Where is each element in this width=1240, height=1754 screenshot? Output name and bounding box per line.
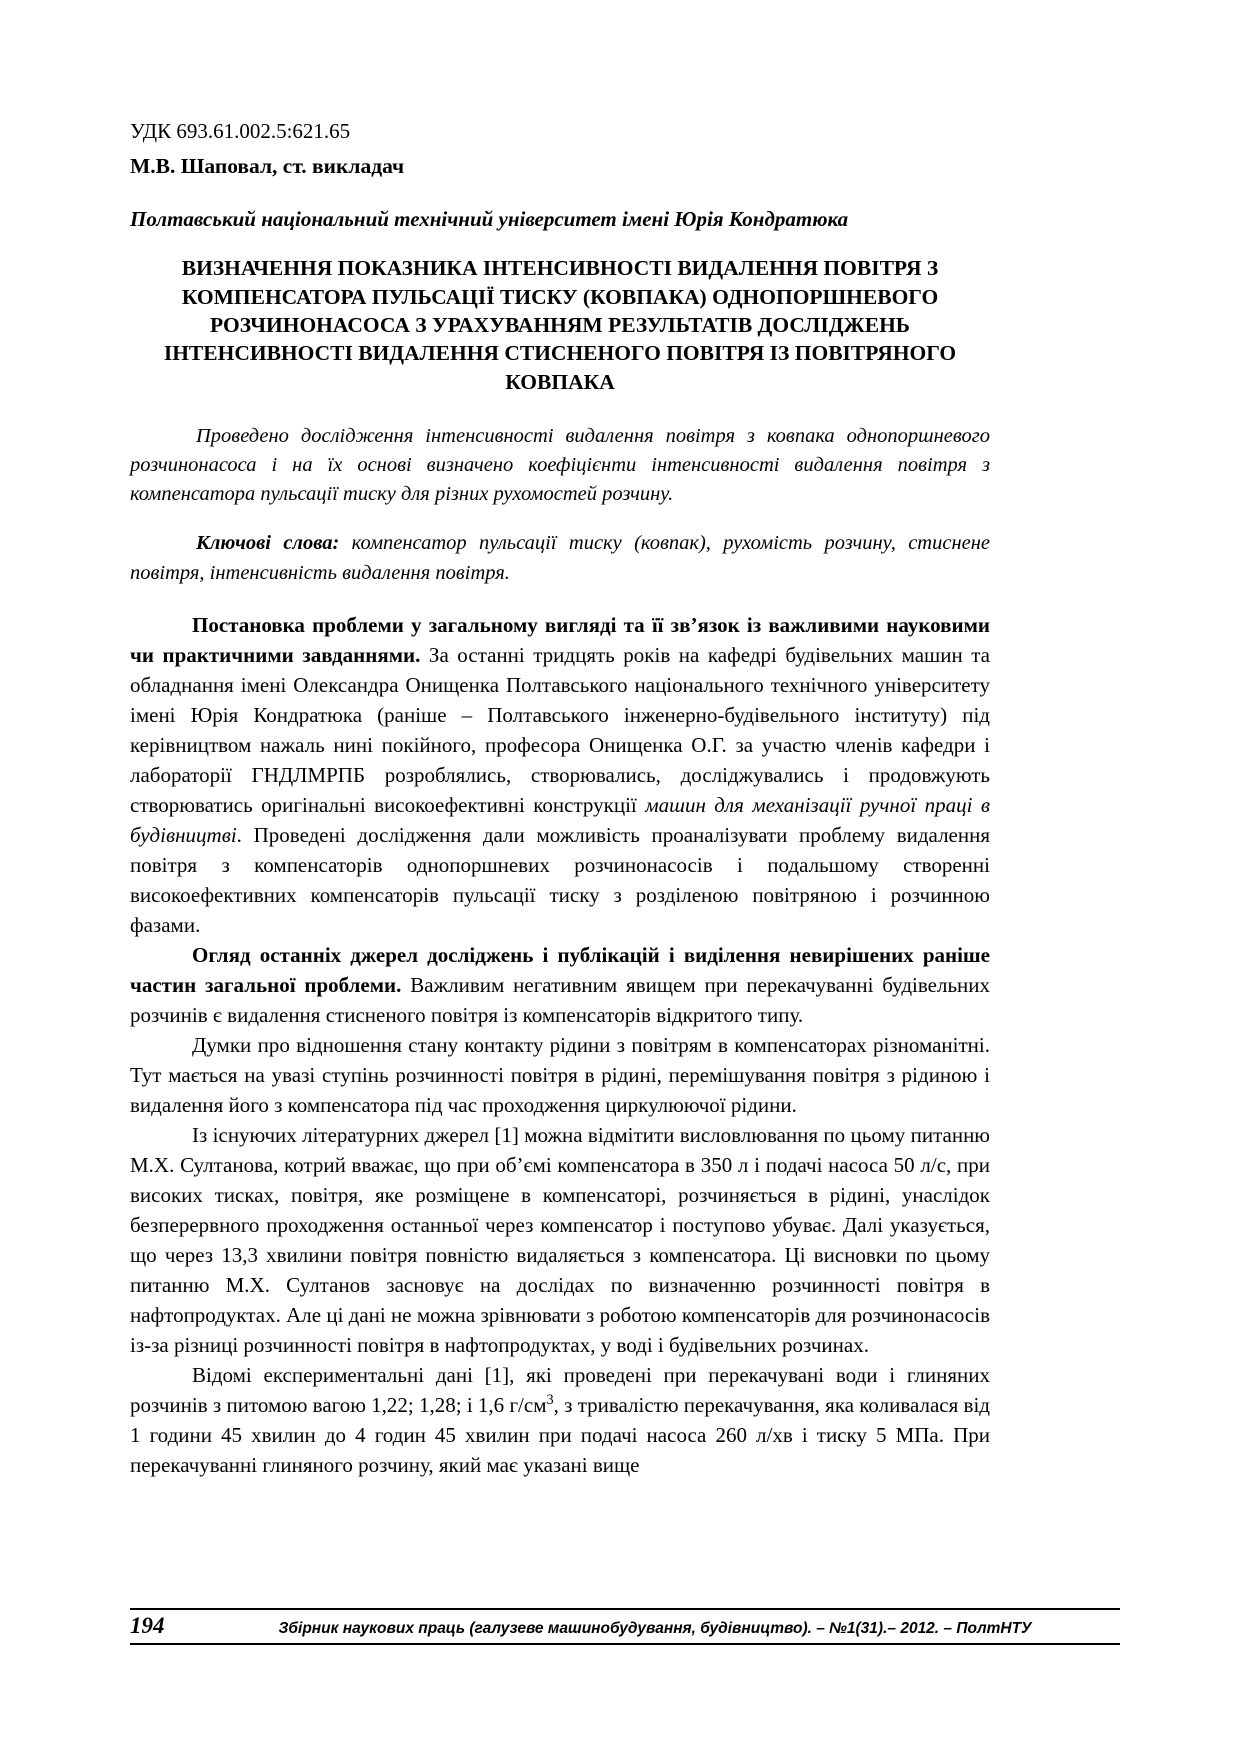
- paragraph-2-lead: Огляд останніх джерел досліджень і публікацій і виділення невирішених раніше частин загальної проблеми.: [130, 942, 990, 997]
- keywords-block: [130, 529, 990, 587]
- keywords-text: компенсатор пульсації тиску (ковпак), рухомість розчину, стиснене повітря, інтенсивність видалення повітря.: [130, 532, 990, 584]
- keywords-label: Ключові слова:: [196, 532, 340, 555]
- paragraph-4-text: Із існуючих літературних джерел [1] можна відмітити висловлювання по цьому питанню М.Х. Султанова, котрий вважає, що при об’ємі компенсатора в 350 л і подачі насоса 50 л/с, при високих тисках, повітря, яке розміщене в компенсаторі, розчиняється в рідині, унаслідок безперервного проходження останньої через компенсатор і поступово убуває. Далі указується, що через 13,3 хвилини повітря повністю видаляється з компенсатора. Ці висновки по цьому питанню М.Х. Султанов засновує на дослідах по визначенню розчинності повітря в нафтопродуктах. Але ці дані не можна зрівнювати з роботою компенсаторів для розчинонасосів із-за різниці розчинності повітря в нафтопродуктах, у воді і будівельних розчинах.: [130, 1122, 990, 1358]
- paragraph-3: [130, 1030, 990, 1120]
- paragraph-1-italic: машин для механізації ручної праці в будівництві: [130, 792, 990, 847]
- paragraph-5: [130, 1360, 990, 1480]
- paragraph-3-text: Думки про відношення стану контакту рідини з повітрям в компенсаторах різноманітні. Тут мається на увазі ступінь розчинності повітря в рідині, перемішування повітря з рідиною і видалення його з компенсатора під час проходження циркулюючої рідини.: [130, 1032, 990, 1117]
- footer-row: [130, 1613, 1120, 1639]
- article-content: [130, 118, 990, 1480]
- paragraph-1-lead: Постановка проблеми у загальному вигляді та її зв’язок із важливими науковими чи практичними завданнями.: [130, 612, 990, 667]
- paragraph-5-superscript: 3: [546, 1392, 554, 1409]
- paragraph-1-text-b: . Проведені дослідження дали можливість проаналізувати проблему видалення повітря з компенсаторів однопоршневих розчинонасосів і подальшому створенні високоефективних компенсаторів пульсації тиску з розділеною повітряною і розчинною фазами.: [130, 822, 990, 937]
- paragraph-1: [130, 610, 990, 940]
- footer-rule-bottom: [130, 1643, 1120, 1645]
- abstract-text: Проведено дослідження інтенсивності видалення повітря з ковпака однопоршневого розчинонасоса і на їх основі визначено коефіцієнти інтенсивності видалення повітря з компенсатора пульсації тиску для різних рухомостей розчину.: [130, 425, 990, 506]
- page-number: 194: [130, 1613, 165, 1638]
- author-line: М.В. Шаповал, ст. викладач: [130, 154, 405, 179]
- paragraph-5-text-a: Відомі експериментальні дані [1], які проведені при перекачувані води і глиняних розчинів з питомою вагою 1,22; 1,28; і 1,6 г/см: [130, 1363, 990, 1418]
- affiliation-line: Полтавський національний технічний університет імені Юрія Кондратюка: [130, 207, 849, 232]
- article-title: ВИЗНАЧЕННЯ ПОКАЗНИКА ІНТЕНСИВНОСТІ ВИДАЛЕННЯ ПОВІТРЯ З КОМПЕНСАТОРА ПУЛЬСАЦІЇ ТИСКУ (КОВПАКА) ОДНОПОРШНЕВОГО РОЗЧИНОНАСОСА З УРАХУВАННЯМ РЕЗУЛЬТАТІВ ДОСЛІДЖЕНЬ ІНТЕНСИВНОСТІ ВИДАЛЕННЯ СТИСНЕНОГО ПОВІТРЯ ІЗ ПОВІТРЯНОГО КОВПАКА: [163, 256, 957, 394]
- paragraph-2: [130, 940, 990, 1030]
- paragraph-2-text-a: Важливим негативним явищем при перекачуванні будівельних розчинів є видалення стисненого повітря із компенсаторів відкритого типу.: [130, 972, 991, 1027]
- page-footer: [130, 1608, 1120, 1645]
- footer-citation: Збірник наукових праць (галузеве машинобудування, будівництво). – №1(31).– 2012. – ПолтНТУ: [278, 1620, 1032, 1637]
- paragraph-1-text-a: За останні тридцять років на кафедрі будівельних машин та обладнання імені Олександра Онищенка Полтавського національного технічного університету імені Юрія Кондратюка (раніше – Полтавського інженерно-будівельного інституту) під керівництвом нажаль нині покійного, професора Онищенка О.Г. за участю членів кафедри і лабораторії ГНДЛМРПБ розроблялись, створювались, досліджувались і продовжують створюватись оригінальні високоефективні конструкції: [130, 642, 990, 817]
- footer-rule-top: [130, 1608, 1120, 1610]
- udk-code: УДК 693.61.002.5:621.65: [130, 119, 351, 143]
- paragraph-4: [130, 1120, 990, 1360]
- paragraph-5-text-b: , з тривалістю перекачування, яка коливалася від 1 години 45 хвилин до 4 годин 45 хвилин при подачі насоса 260 л/хв і тиску 5 МПа. При перекачуванні глиняного розчину, який має указані вище: [130, 1393, 990, 1478]
